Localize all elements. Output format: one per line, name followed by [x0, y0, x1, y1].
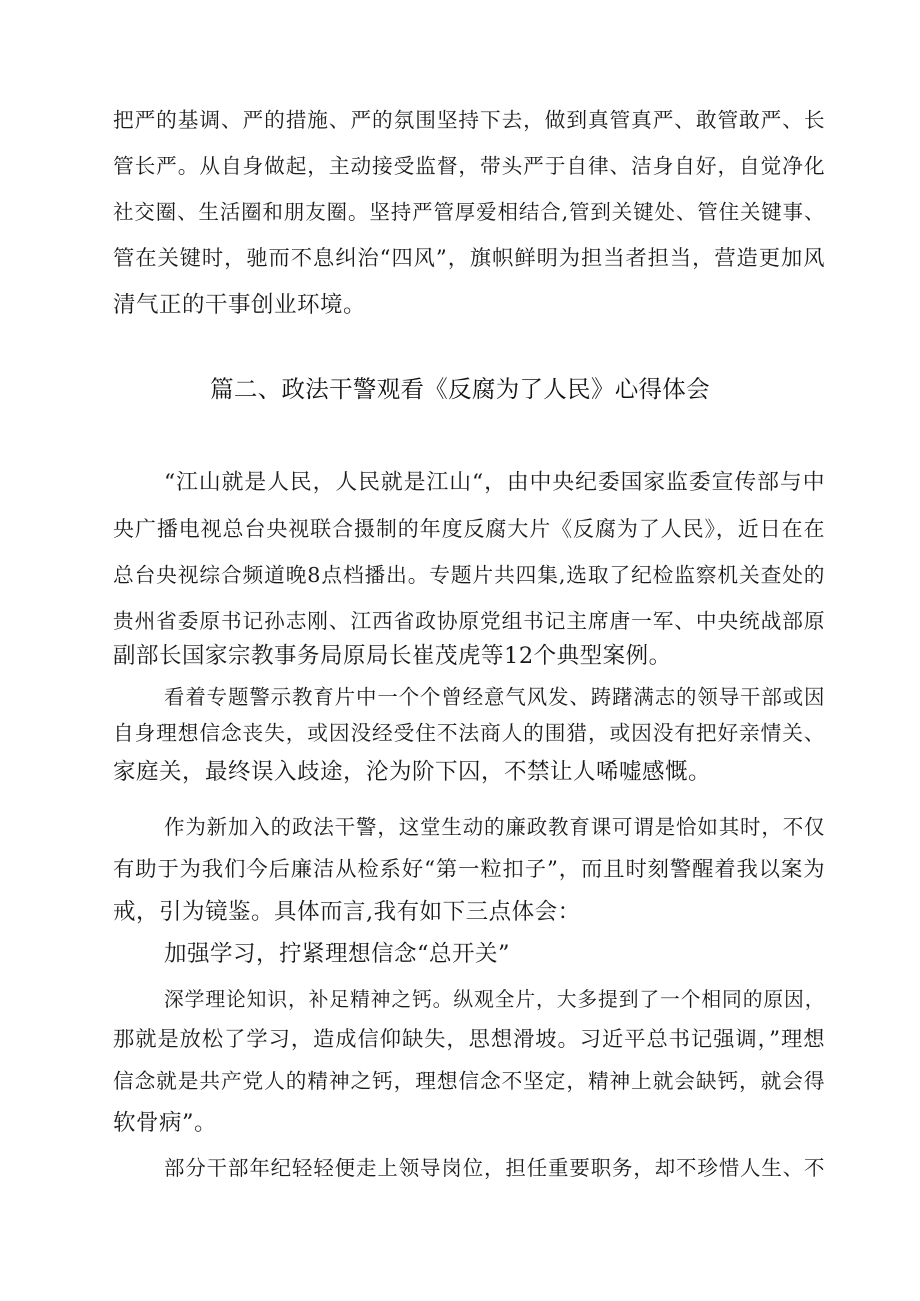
text-line: 家庭关，最终误入歧途，沦为阶下囚，不禁让人唏嘘感慨。	[113, 759, 712, 785]
text-line: 软骨病”。	[113, 1110, 218, 1136]
text-line: 看着专题警示教育片中一个个曾经意气风发、踌躇满志的领导干部或因	[164, 685, 825, 709]
subheading: 加强学习，拧紧理想信念“总开关”	[164, 941, 511, 967]
text-line: 管长严。从自身做起，主动接受监督，带头严于自律、洁身自好，自觉净化	[113, 154, 825, 178]
text-line: 那就是放松了学习，造成信仰缺失，思想滑坡。习近平总书记强调，”理想	[113, 1027, 825, 1052]
text-line: 社交圈、生活圈和朋友圈。坚持严管厚爱相结合,管到关键处、管住关键事、	[113, 200, 825, 224]
text-line: 戒，引为镜鉴。具体而言,我有如下三点体会：	[113, 899, 581, 925]
text-line: 信念就是共产党人的精神之钙，理想信念不坚定，精神上就会缺钙，就会得	[113, 1069, 825, 1093]
text-line: 有助于为我们今后廉洁从检系好“第一粒扣子”，而且时刻警醒着我以案为	[113, 857, 825, 882]
text-line: 部分干部年纪轻轻便走上领导岗位，担任重要职务，却不珍惜人生、不	[164, 1156, 825, 1180]
text-line: “江山就是人民，人民就是江山“，由中央纪委国家监委宣传部与中	[164, 470, 825, 495]
text-line: 清气正的干事创业环境。	[113, 292, 367, 318]
text-line: 贵州省委原书记孙志刚、江西省政协原党组书记主席唐一军、中央统战部原	[113, 609, 825, 633]
text-line: 自身理想信念丧失，或因没经受住不法商人的围猎，或因没有把好亲情关、	[113, 721, 825, 745]
text-line: 深学理论知识，补足精神之钙。纵观全片，大多提到了一个相同的原因，	[164, 988, 825, 1011]
text-line: 总台央视综合频道晚8点档播出。专题片共四集,选取了纪检监察机关查处的	[113, 563, 825, 587]
text-line: 央广播电视总台央视联合摄制的年度反腐大片《反腐为了人民》，近日在在	[113, 517, 825, 541]
text-line: 作为新加入的政法干警，这堂生动的廉政教育课可谓是恰如其时，不仅	[164, 815, 825, 839]
text-line: 管在关键时，驰而不息纠治“四风”，旗帜鲜明为担当者担当，营造更加风	[113, 246, 825, 271]
text-line: 副部长国家宗教事务局原局长崔茂虎等12个典型案例。	[113, 643, 672, 669]
text-line: 把严的基调、严的措施、严的氛围坚持下去，做到真管真严、敢管敢严、长	[113, 108, 825, 132]
section-title: 篇二、政法干警观看《反腐为了人民》心得体会	[210, 375, 710, 403]
